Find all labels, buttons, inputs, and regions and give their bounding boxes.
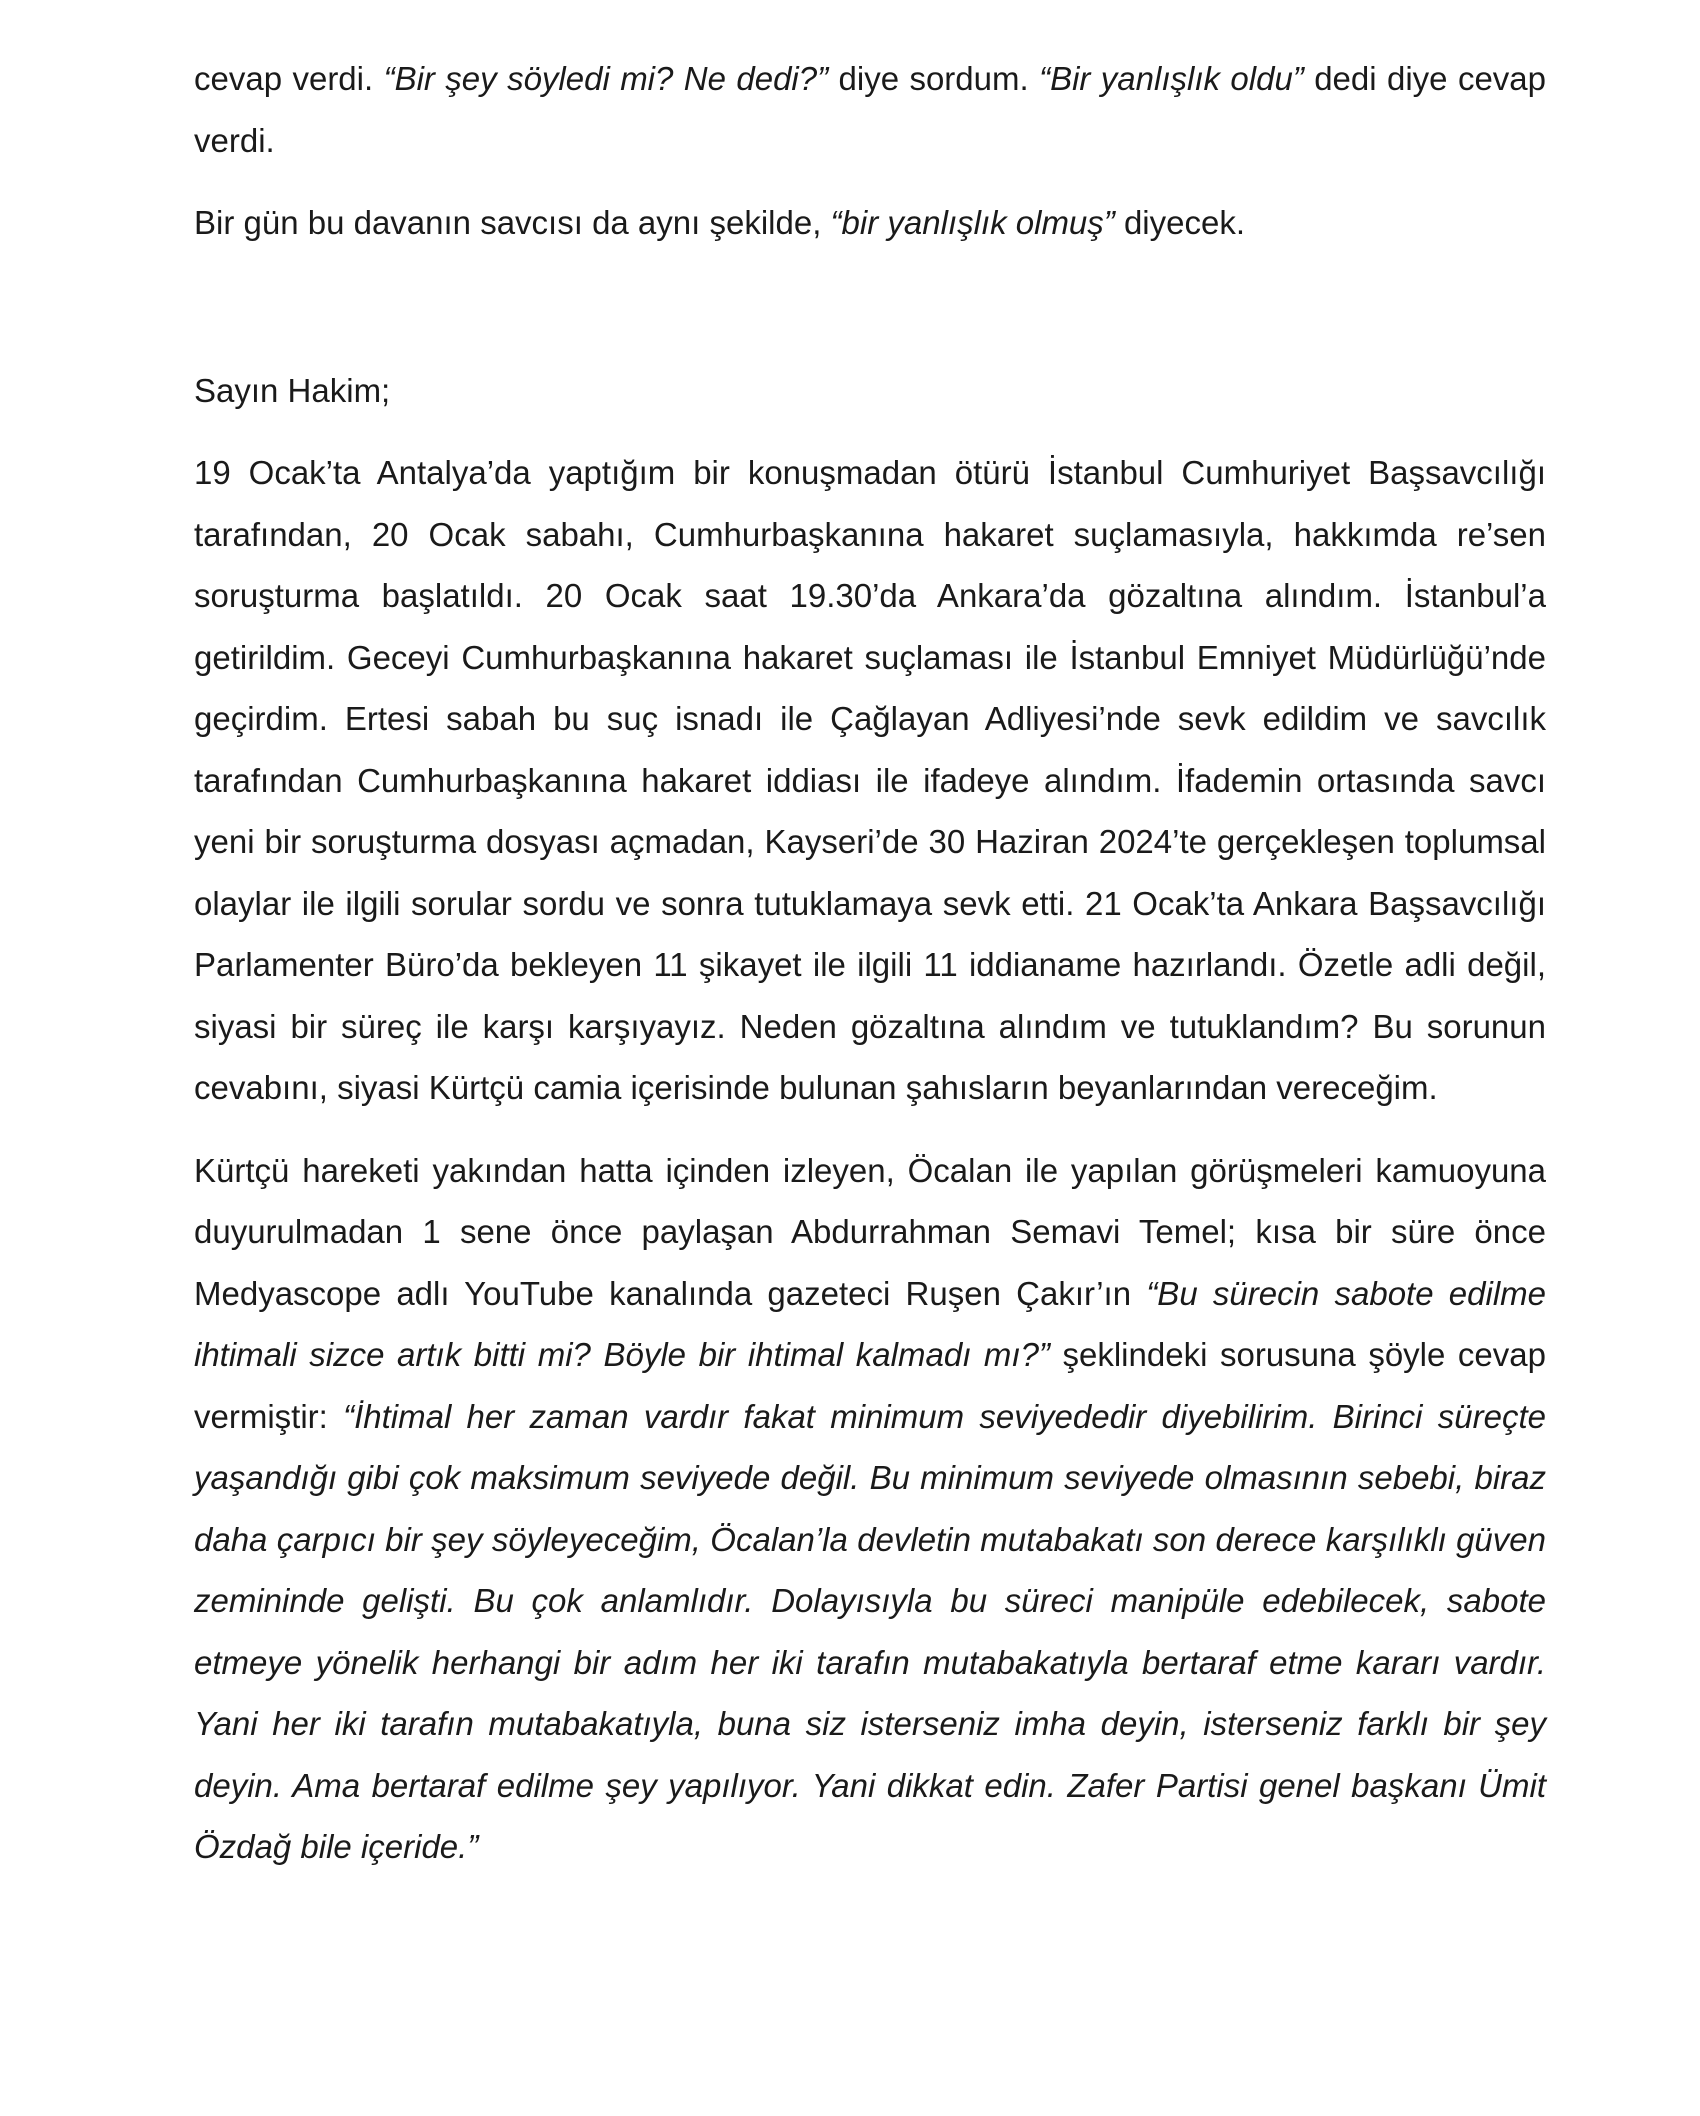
text: diye sordum. <box>828 60 1040 97</box>
quote: “bir yanlışlık olmuş” <box>830 204 1115 241</box>
document-page <box>194 48 1546 1878</box>
text: cevap verdi. <box>194 60 384 97</box>
text: Kürtçü hareketi yakından hatta içinden izleyen, Öcalan ile yapılan görüşmeleri kamuoyuna duyurulmadan 1 sene önce paylaşan Abdurrahman Semavi Temel; kısa bir süre önce Medyascope adlı YouTube kanalında gazeteci Ruşen Çakır’ın <box>194 1151 1546 1312</box>
paragraph-testimony <box>194 1140 1546 1878</box>
spacer <box>194 275 1546 360</box>
paragraph-prosecutor <box>194 192 1546 254</box>
quote: “İhtimal her zaman vardır fakat minimum seviyededir diyebilirim. Birinci süreçte yaşandığı gibi çok maksimum seviyede değil. Bu minimum seviyede olmasının sebebi, biraz daha çarpıcı bir şey söyleyeceğim, Öcalan’la devletin mutabakatı son derece karşılıklı güven zemininde gelişti. Bu çok anlamlıdır. Dolayısıyla bu süreci manipüle edebilecek, sabote etmeye yönelik herhangi bir adım her iki tarafın mutabakatıyla bertaraf etme kararı vardır. Yani her iki tarafın mutabakatıyla, buna siz isterseniz imha deyin, isterseniz farklı bir şey deyin. Ama bertaraf edilme şey yapılıyor. Yani dikkat edin. Zafer Partisi genel başkanı Ümit Özdağ bile içeride.” <box>194 1397 1546 1865</box>
paragraph-intro <box>194 48 1546 171</box>
text: diyecek. <box>1114 204 1246 241</box>
quote: “Bu sürecin sabote edilme ihtimali sizce artık bitti mi? Böyle bir ihtimal kalmadı mı?” <box>194 1274 1547 1373</box>
quote: “Bir yanlışlık oldu” <box>1039 60 1304 97</box>
text: Bir gün bu davanın savcısı da aynı şekilde, <box>194 204 831 241</box>
salutation: Sayın Hakim; <box>194 371 391 409</box>
text: dedi diye cevap verdi. <box>194 60 1547 159</box>
quote: “Bir şey söyledi mi? Ne dedi?” <box>383 60 829 97</box>
paragraph-detention: 19 Ocak’ta Antalya’da yaptığım bir konuşmadan ötürü İstanbul Cumhuriyet Başsavcılığı tarafından, 20 Ocak sabahı, Cumhurbaşkanına hakaret suçlamasıyla, hakkımda re’sen soruşturma başlatıldı. 20 Ocak saat 19.30’da Ankara’da gözaltına alındım. İstanbul’a getirildim. Geceyi Cumhurbaşkanına hakaret suçlaması ile İstanbul Emniyet Müdürlüğü’nde geçirdim. Ertesi sabah bu suç isnadı ile Çağlayan Adliyesi’nde sevk edildim ve savcılık tarafından Cumhurbaşkanına hakaret iddiası ile ifadeye alındım. İfademin ortasında savcı yeni bir soruşturma dosyası açmadan, Kayseri’de 30 Haziran 2024’te gerçekleşen toplumsal olaylar ile ilgili sorular sordu ve sonra tutuklamaya sevk etti. 21 Ocak’ta Ankara Başsavcılığı Parlamenter Büro’da bekleyen 11 şikayet ile ilgili 11 iddianame hazırlandı. Özetle adli değil, siyasi bir süreç ile karşı karşıyayız. Neden gözaltına alındım ve tutuklandım? Bu sorunun cevabını, siyasi Kürtçü camia içerisinde bulunan şahısların beyanlarından vereceğim. <box>194 454 1546 1106</box>
text: şeklindeki sorusuna şöyle cevap vermiştir: <box>194 1336 1546 1435</box>
